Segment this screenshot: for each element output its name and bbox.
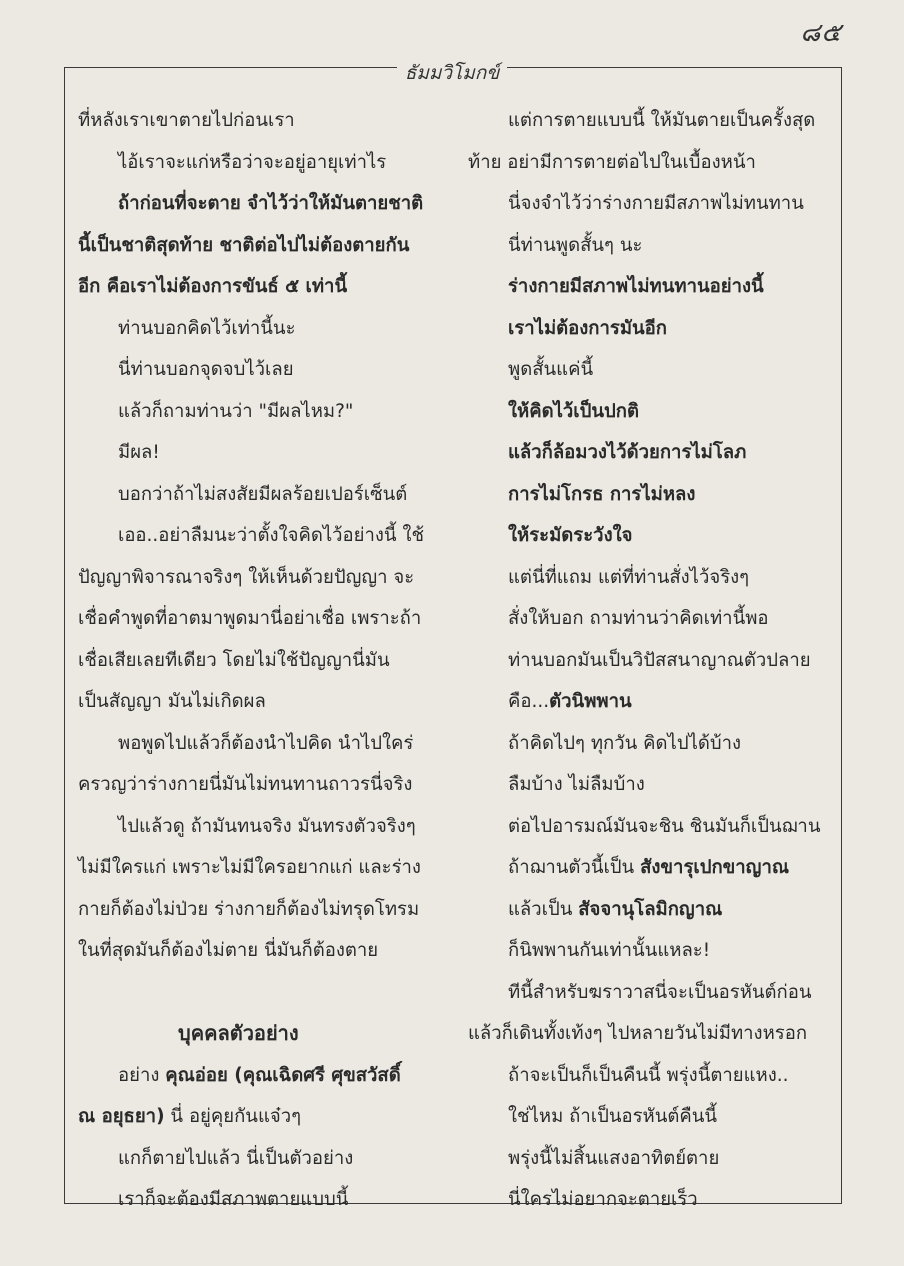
emphasis-text: สังขารุเปกขาญาณ (640, 857, 789, 878)
left-column-line: ปัญญาพิจารณาจริงๆ ให้เห็นด้วยปัญญา จะ (78, 566, 415, 588)
right-column-line: แล้วก็เดินทั้งเท้งๆ ไปหลายวันไม่มีทางหรอก (468, 1023, 808, 1044)
right-column-line: ท้าย อย่ามีการตายต่อไปในเบื้องหน้า (468, 151, 756, 173)
right-column-line: พรุ่งนี้ไม่สิ้นแสงอาทิตย์ตาย (508, 1147, 720, 1169)
right-column-line: สั่งให้บอก ถามท่านว่าคิดเท่านี้พอ (508, 608, 769, 629)
left-column-line: ท่านบอกคิดไว้เท่านี้นะ (118, 317, 296, 339)
right-column-line: การไม่โกรธ การไม่หลง (508, 483, 696, 505)
right-column-line: ถ้าจะเป็นก็เป็นคืนนี้ พรุ่งนี้ตายแหง.. (508, 1064, 789, 1086)
emphasis-text: ณ อยุธยา) (78, 1106, 165, 1127)
right-column-line: ต่อไปอารมณ์มันจะชิน ชินมันก็เป็นฌาน (508, 815, 821, 837)
emphasis-text: ตัวนิพพาน (549, 691, 632, 712)
left-column-line: ในที่สุดมันก็ต้องไม่ตาย นี่มันก็ต้องตาย (78, 940, 379, 961)
left-column-line: ณ อยุธยา) นี่ อยู่คุยกันแจ๋วๆ (78, 1106, 302, 1127)
right-column (468, 100, 830, 1221)
right-column-line: แต่การตายแบบนี้ ให้มันตายเป็นครั้งสุด (508, 110, 816, 131)
right-column-line: ทีนี้สำหรับฆราวาสนี่จะเป็นอรหันต์ก่อน (508, 981, 812, 1003)
left-column-line: มีผล! (118, 442, 160, 463)
right-column-line: คือ...ตัวนิพพาน (508, 691, 632, 712)
right-column-line: ก็นิพพานกันเท่านั้นแหละ! (508, 940, 711, 961)
left-column-line: อีก คือเราไม่ต้องการขันธ์ ๕ เท่านี้ (78, 276, 348, 297)
left-column-line: นี้เป็นชาติสุดท้าย ชาติต่อไปไม่ต้องตายกัน (78, 234, 410, 256)
left-column-line: เราก็จะต้องมีสภาพตายแบบนี้ (118, 1189, 349, 1210)
header-title-wrap (0, 58, 904, 88)
right-column-line: แต่นี่ที่แถม แต่ที่ท่านสั่งไว้จริงๆ (508, 566, 750, 588)
emphasis-text: คุณอ่อย (คุณเฉิดศรี ศุขสวัสดิ์ (165, 1064, 401, 1086)
left-column-line: พอพูดไปแล้วก็ต้องนำไปคิด นำไปใคร่ (118, 732, 414, 754)
emphasis-text: สัจจานุโลมิกญาณ (578, 898, 723, 920)
left-column-line: ไปแล้วดู ถ้ามันทนจริง มันทรงตัวจริงๆ (118, 815, 416, 837)
right-column-line: นี่ท่านพูดสั้นๆ นะ (508, 234, 643, 256)
left-column-line: เออ..อย่าลืมนะว่าตั้งใจคิดไว้อย่างนี้ ใช้ (118, 525, 425, 546)
right-column-line: ถ้าคิดไปๆ ทุกวัน คิดไปได้บ้าง (508, 732, 742, 754)
left-column-line: กายก็ต้องไม่ป่วย ร่างกายก็ต้องไม่ทรุดโทรม (78, 898, 420, 920)
left-column-line: แล้วก็ถามท่านว่า "มีผลไหม?" (118, 400, 354, 422)
right-column-line: แล้วเป็น สัจจานุโลมิกญาณ (508, 898, 723, 920)
right-column-line: นี่ใครไม่อยากจะตายเร็ว (508, 1189, 698, 1210)
left-column-line: ถ้าก่อนที่จะตาย จำไว้ว่าให้มันตายชาติ (118, 193, 424, 214)
right-column-line: พูดสั้นแค่นี้ (508, 359, 594, 380)
right-column-line: แล้วก็ล้อมวงไว้ด้วยการไม่โลภ (508, 442, 747, 463)
right-column-line: ให้ระมัดระวังใจ (508, 525, 633, 546)
right-column-line: เราไม่ต้องการมันอีก (508, 317, 667, 339)
left-column-line: เชื่อเสียเลยทีเดียว โดยไม่ใช้ปัญญานี่มัน (78, 649, 390, 671)
left-column-line: แกก็ตายไปแล้ว นี่เป็นตัวอย่าง (118, 1147, 354, 1169)
left-column-line: นี่ท่านบอกจุดจบไว้เลย (118, 359, 294, 380)
page-number: ๘๕ (800, 18, 842, 48)
right-column-line: ให้คิดไว้เป็นปกติ (508, 400, 639, 422)
right-column-line: ร่างกายมีสภาพไม่ทนทานอย่างนี้ (508, 276, 764, 297)
right-column-line: ถ้าฌานตัวนี้เป็น สังขารุเปกขาญาณ (508, 857, 789, 878)
right-column-line: ใช่ไหม ถ้าเป็นอรหันต์คืนนี้ (508, 1106, 718, 1127)
left-column-line: บอกว่าถ้าไม่สงสัยมีผลร้อยเปอร์เซ็นต์ (118, 483, 408, 505)
running-header-title: ธัมมวิโมกข์ (397, 62, 508, 84)
left-column-line: ไม่มีใครแก่ เพราะไม่มีใครอยากแก่ และร่าง (78, 857, 421, 878)
right-column-line: ลืมบ้าง ไม่ลืมบ้าง (508, 774, 645, 795)
left-column-line: เชื่อคำพูดที่อาตมาพูดมานี่อย่าเชื่อ เพราะถ้า (78, 608, 422, 629)
left-column-line: เป็นสัญญา มันไม่เกิดผล (78, 691, 266, 712)
left-column-line: ครวญว่าร่างกายนี่มันไม่ทนทานถาวรนี่จริง (78, 774, 413, 795)
left-column-line: บุคคลตัวอย่าง (178, 1021, 299, 1045)
right-column-line: นี่จงจำไว้ว่าร่างกายมีสภาพไม่ทนทาน (508, 193, 804, 214)
left-column-line (78, 972, 453, 1014)
right-column-line: ท่านบอกมันเป็นวิปัสสนาญาณตัวปลาย (508, 649, 811, 671)
left-column-line: ที่หลังเราเขาตายไปก่อนเรา (78, 110, 295, 131)
left-column-line: อย่าง คุณอ่อย (คุณเฉิดศรี ศุขสวัสดิ์ (118, 1064, 401, 1086)
left-column-line: ไอ้เราจะแก่หรือว่าจะอยู่อายุเท่าไร (118, 151, 387, 173)
left-column (78, 100, 453, 1221)
